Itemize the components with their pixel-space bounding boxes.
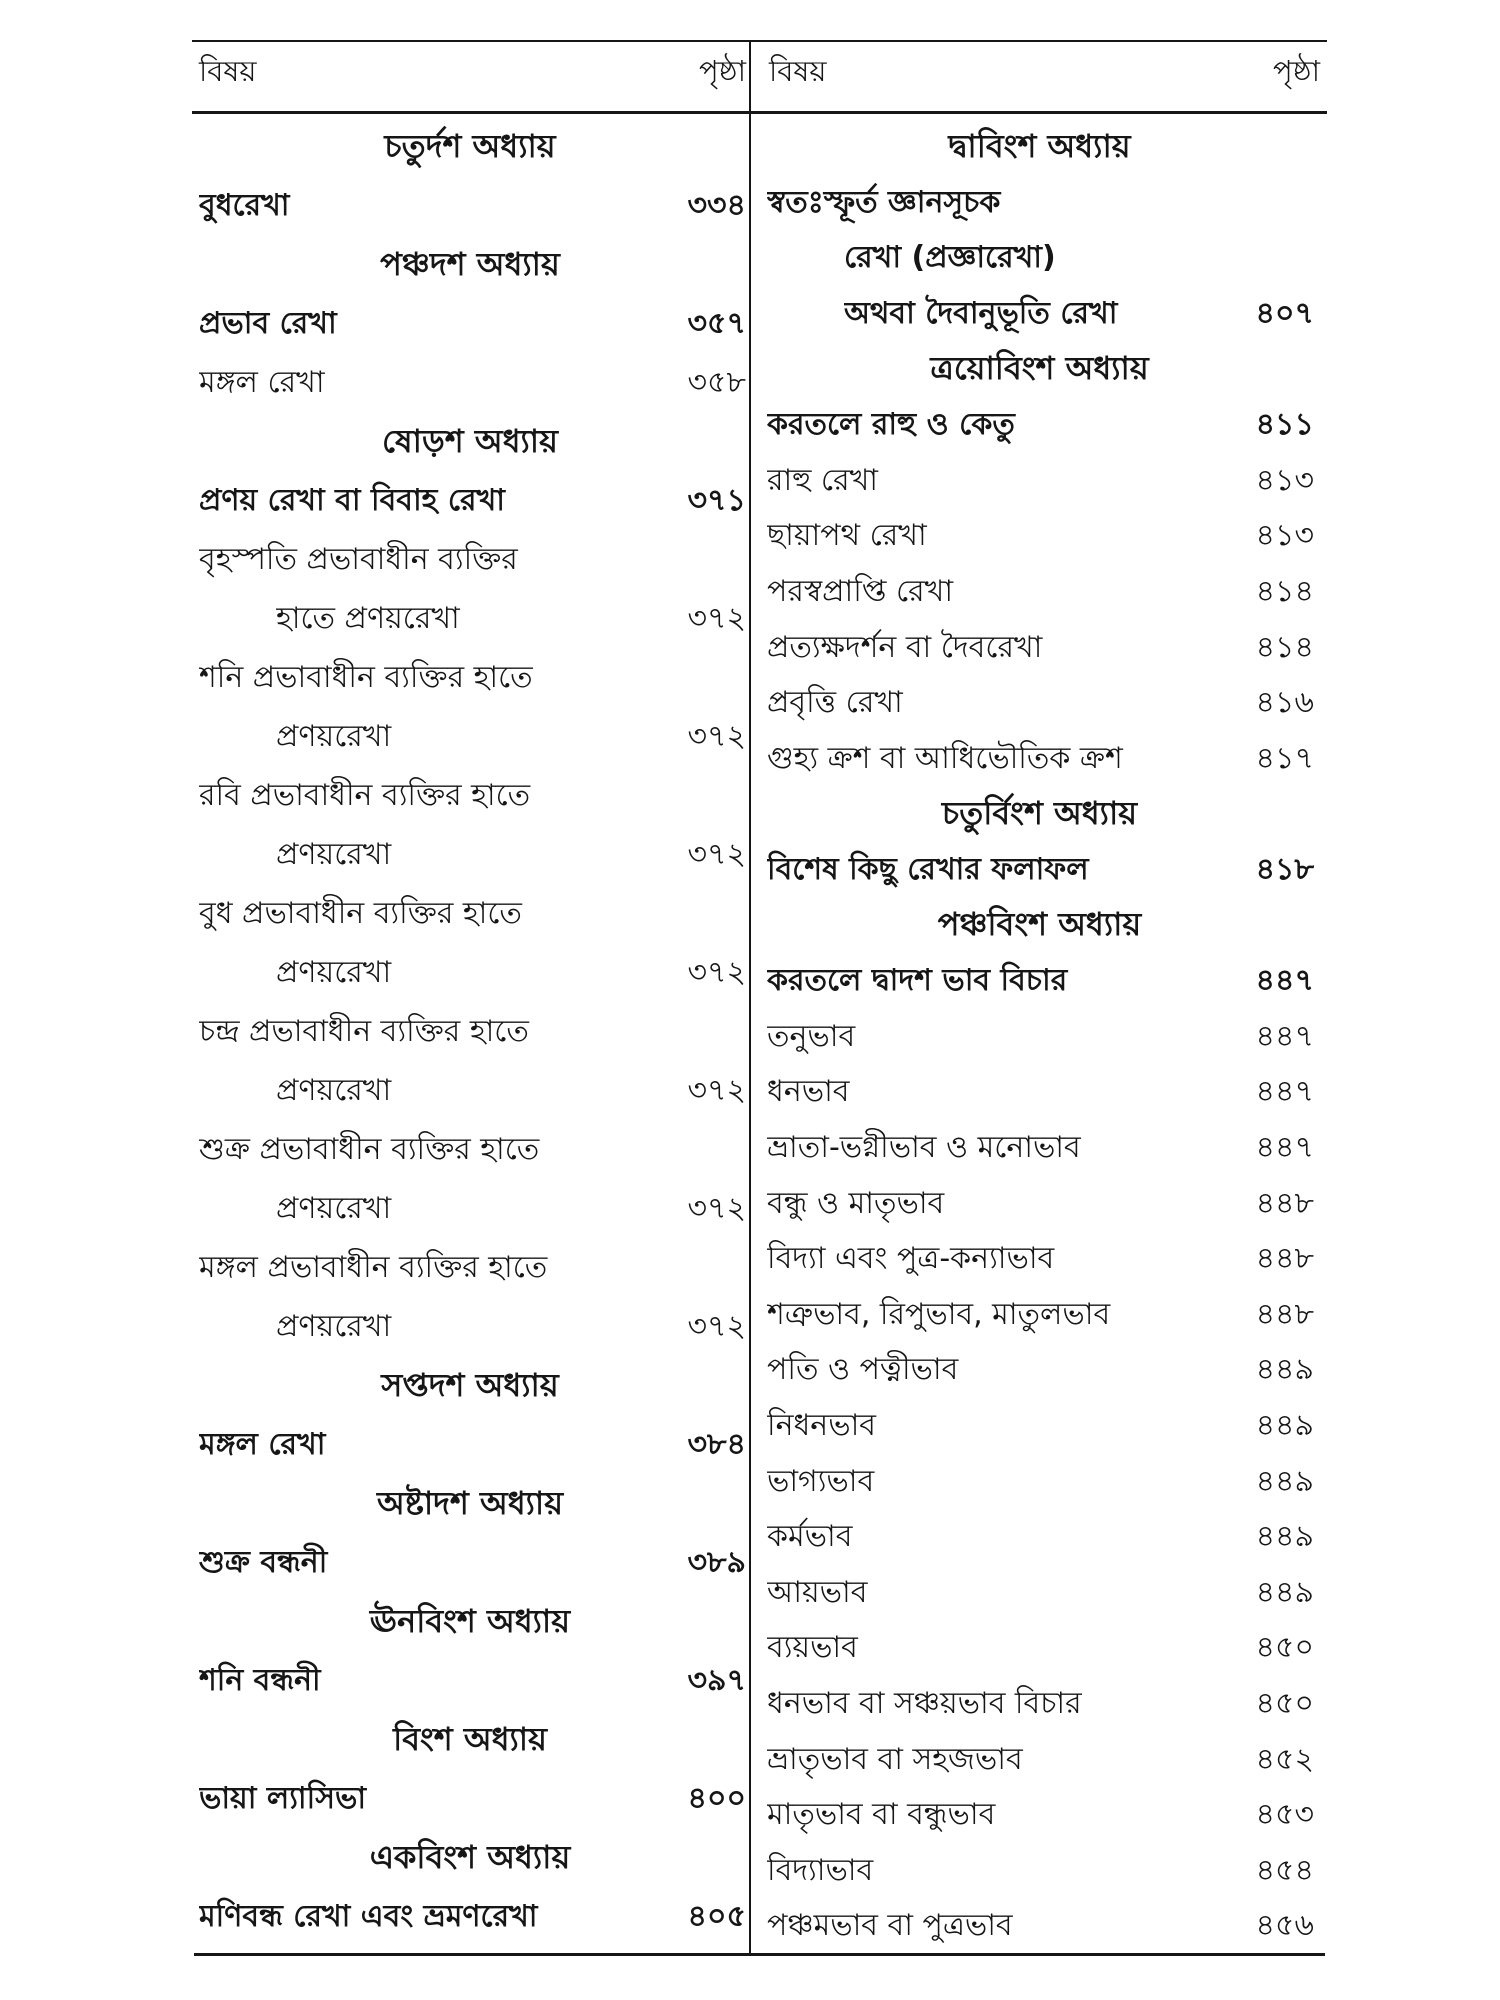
toc-entry (192, 1416, 748, 1475)
toc-entry (192, 1121, 748, 1180)
entry-title: ভায়া ল্যাসিভা (199, 1781, 367, 1816)
toc-entry (192, 354, 748, 413)
page-number: ৪৪৭ (1255, 963, 1314, 999)
entry-title: চন্দ্র প্রভাবাধীন ব্যক্তির হাতে (199, 1014, 529, 1049)
chapter-heading: চতুর্দশ অধ্যায় (384, 126, 556, 165)
entry-title: শনি প্রভাবাধীন ব্যক্তির হাতে (199, 660, 533, 695)
toc-entry (192, 1003, 748, 1062)
entry-title: প্রণয়রেখা (276, 955, 392, 990)
page-number: ৪৫২ (1255, 1741, 1314, 1777)
entry-title: শুক্র প্রভাবাধীন ব্যক্তির হাতে (199, 1132, 540, 1167)
entry-title: ভ্রাতা-ভগ্নীভাব ও মনোভাব (767, 1129, 1081, 1165)
toc-entry (752, 843, 1327, 899)
entry-title: পতি ও পত্নীভাব (767, 1352, 959, 1388)
entry-title: রবি প্রভাবাধীন ব্যক্তির হাতে (199, 778, 531, 813)
page-number: ৩৭২ (687, 1191, 746, 1226)
toc-entry-continuation (752, 231, 1327, 287)
entry-title: ছায়াপথ রেখা (767, 518, 927, 554)
toc-entry (752, 1176, 1327, 1232)
page-number: ৪১৪ (1255, 629, 1314, 665)
toc-entry (752, 732, 1327, 788)
page-number: ৩৩৪ (687, 188, 746, 223)
page-number: ৪১৮ (1255, 852, 1314, 888)
entry-title: প্রবৃত্তি রেখা (767, 685, 903, 721)
page-number: ৩৭২ (687, 955, 746, 990)
toc-entry (752, 1788, 1327, 1844)
chapter-heading: পঞ্চবিংশ অধ্যায় (937, 905, 1142, 944)
entry-title: বৃহস্পতি প্রভাবাধীন ব্যক্তির (199, 542, 518, 577)
page-number: ৪৪৮ (1255, 1185, 1314, 1221)
page-number: ৪৪৯ (1255, 1574, 1314, 1610)
toc-entry-continuation (192, 1298, 748, 1357)
entry-title: মাতৃভাব বা বন্ধুভাব (767, 1797, 996, 1833)
entry-title: বুধ প্রভাবাধীন ব্যক্তির হাতে (199, 896, 522, 931)
toc-entry (752, 1732, 1327, 1788)
entry-title: প্রণয় রেখা বা বিবাহ রেখা (199, 483, 505, 518)
toc-entry-continuation (192, 944, 748, 1003)
entry-title: করতলে রাহু ও কেতু (767, 407, 1015, 443)
toc-entry (752, 1010, 1327, 1066)
chapter-heading: ত্রয়োবিংশ অধ্যায় (930, 349, 1149, 388)
entry-title: বিদ্যা এবং পুত্র-কন্যাভাব (767, 1241, 1055, 1277)
entry-title: প্রত্যক্ষদর্শন বা দৈবরেখা (767, 629, 1043, 665)
entry-title: প্রভাব রেখা (199, 306, 337, 341)
page-number: ৩৭২ (687, 1309, 746, 1344)
toc-entry (752, 1232, 1327, 1288)
page-number: ৪৪৭ (1255, 1018, 1314, 1054)
entry-title: ভাগ্যভাব (767, 1463, 875, 1499)
page-number: ৪০০ (687, 1781, 746, 1816)
toc-entry-continuation (192, 826, 748, 885)
entry-title: প্রণয়রেখা (276, 719, 392, 754)
entry-title: মণিবন্ধ রেখা এবং ভ্রমণরেখা (199, 1899, 538, 1934)
entry-title: ধনভাব (767, 1074, 850, 1110)
toc-entry (752, 176, 1327, 232)
entry-title: আয়ভাব (767, 1574, 868, 1610)
toc-entry (752, 1287, 1327, 1343)
toc-entry (752, 454, 1327, 510)
toc-entry-continuation (192, 590, 748, 649)
header-right-subject: বিষয় (769, 54, 827, 88)
page-number: ৪০৫ (687, 1899, 746, 1934)
page-number: ৪৪৭ (1255, 1074, 1314, 1110)
entry-title: শত্রুভাব, রিপুভাব, মাতুলভাব (767, 1296, 1111, 1332)
entry-title: মঙ্গল প্রভাবাধীন ব্যক্তির হাতে (199, 1250, 548, 1285)
entry-title: পঞ্চমভাব বা পুত্রভাব (767, 1908, 1013, 1944)
page-number: ৪০৭ (1255, 296, 1314, 332)
toc-entry (752, 1399, 1327, 1455)
page-number: ৪৪৯ (1255, 1463, 1314, 1499)
page-number: ৪৪৯ (1255, 1352, 1314, 1388)
entry-title: বিশেষ কিছু রেখার ফলাফল (767, 852, 1089, 888)
page-number: ৩৭১ (687, 483, 746, 518)
entry-title: বিদ্যাভাব (767, 1852, 874, 1888)
toc-entry (192, 1888, 748, 1947)
toc-entry (192, 649, 748, 708)
entry-title: রেখা (প্রজ্ঞারেখা) (844, 240, 1056, 276)
page-number: ৪৫৪ (1255, 1852, 1314, 1888)
toc-entry (192, 472, 748, 531)
page-number: ৪৫৬ (1255, 1908, 1314, 1944)
entry-title: শনি বন্ধনী (199, 1663, 321, 1698)
page-number: ৪৪৮ (1255, 1241, 1314, 1277)
chapter-heading: চতুর্বিংশ অধ্যায় (941, 793, 1138, 832)
page-number: ৩৭২ (687, 1073, 746, 1108)
toc-entry (752, 1565, 1327, 1621)
column-divider (749, 40, 751, 1956)
entry-title: ভ্রাতৃভাব বা সহজভাব (767, 1741, 1023, 1777)
page-number: ৪১১ (1255, 407, 1314, 443)
page-number: ৩৫৮ (687, 365, 746, 400)
chapter-heading: পঞ্চদশ অধ্যায় (380, 244, 560, 283)
page-number: ৪৫০ (1255, 1630, 1314, 1666)
chapter-heading: বিংশ অধ্যায় (393, 1719, 547, 1758)
page-number: ৩৯৭ (687, 1663, 746, 1698)
toc-entry (752, 1454, 1327, 1510)
toc-entry-continuation (192, 708, 748, 767)
toc-entry (752, 676, 1327, 732)
entry-title: ব্যয়ভাব (767, 1630, 858, 1666)
toc-entry (752, 1677, 1327, 1733)
toc-entry (752, 1510, 1327, 1566)
entry-title: রাহু রেখা (767, 462, 878, 498)
toc-entry (192, 531, 748, 590)
entry-title: হাতে প্রণয়রেখা (276, 601, 460, 636)
header-left-subject: বিষয় (199, 54, 257, 88)
chapter-heading: ঊনবিংশ অধ্যায় (369, 1601, 571, 1640)
toc-entry (192, 295, 748, 354)
entry-title: করতলে দ্বাদশ ভাব বিচার (767, 963, 1068, 999)
entry-title: প্রণয়রেখা (276, 1309, 392, 1344)
page-number: ৪১৪ (1255, 574, 1314, 610)
entry-title: শুক্র বন্ধনী (199, 1545, 328, 1580)
chapter-heading: অষ্টাদশ অধ্যায় (376, 1483, 564, 1522)
page-number: ৩৫৭ (687, 306, 746, 341)
toc-entry (752, 1065, 1327, 1121)
header-right-page: পৃষ্ঠা (1273, 54, 1320, 88)
toc-entry-continuation (192, 1062, 748, 1121)
entry-title: স্বতঃস্ফূর্ত জ্ঞানসূচক (767, 184, 1001, 220)
entry-title: বন্ধু ও মাতৃভাব (767, 1185, 945, 1221)
toc-entry (192, 1534, 748, 1593)
page-number: ৪১৩ (1255, 462, 1314, 498)
entry-title: মঙ্গল রেখা (199, 365, 325, 400)
entry-title: মঙ্গল রেখা (199, 1427, 326, 1462)
entry-title: ধনভাব বা সঞ্চয়ভাব বিচার (767, 1685, 1082, 1721)
entry-title: পরস্বপ্রাপ্তি রেখা (767, 574, 954, 610)
page-number: ৪১৩ (1255, 518, 1314, 554)
toc-entry (192, 1239, 748, 1298)
entry-title: প্রণয়রেখা (276, 1191, 392, 1226)
chapter-heading: একবিংশ অধ্যায় (369, 1837, 571, 1876)
page-number: ৪১৬ (1255, 685, 1314, 721)
toc-entry (752, 1843, 1327, 1899)
toc-entry (192, 177, 748, 236)
page-number: ৪৪৯ (1255, 1407, 1314, 1443)
page-number: ৩৮৪ (687, 1427, 746, 1462)
page-number: ৩৮৯ (687, 1545, 746, 1580)
page-number: ৪৪৭ (1255, 1129, 1314, 1165)
page-number: ৪৫৩ (1255, 1797, 1314, 1833)
toc-entry (752, 509, 1327, 565)
toc-entry (752, 1121, 1327, 1177)
entry-title: বুধরেখা (199, 188, 290, 223)
toc-entry (752, 565, 1327, 621)
toc-entry (752, 620, 1327, 676)
toc-right-column (752, 120, 1327, 1955)
page-number: ৪১৭ (1255, 740, 1314, 776)
page-number: ৩৭২ (687, 601, 746, 636)
chapter-heading: দ্বাবিংশ অধ্যায় (948, 126, 1131, 165)
toc-entry-continuation (192, 1180, 748, 1239)
chapter-heading: ষোড়শ অধ্যায় (382, 421, 558, 460)
entry-title: নিধনভাব (767, 1407, 876, 1443)
top-rule (192, 40, 1327, 42)
toc-entry (752, 1343, 1327, 1399)
header-left-page: পৃষ্ঠা (699, 54, 746, 88)
toc-entry (752, 954, 1327, 1010)
page-number: ৪৪৮ (1255, 1296, 1314, 1332)
page-number: ৩৭২ (687, 719, 746, 754)
chapter-heading: সপ্তদশ অধ্যায় (381, 1365, 559, 1404)
entry-title: কর্মভাব (767, 1519, 853, 1555)
page-number: ৪৪৯ (1255, 1519, 1314, 1555)
toc-entry-continuation (752, 287, 1327, 343)
toc-entry (192, 767, 748, 826)
page-number: ৩৭২ (687, 837, 746, 872)
toc-entry (192, 885, 748, 944)
toc-entry (752, 1621, 1327, 1677)
toc-entry (192, 1652, 748, 1711)
entry-title: প্রণয়রেখা (276, 837, 392, 872)
page-number: ৪৫০ (1255, 1685, 1314, 1721)
header-rule (192, 111, 1327, 114)
toc-entry (752, 398, 1327, 454)
entry-title: প্রণয়রেখা (276, 1073, 392, 1108)
entry-title: গুহ্য ক্রশ বা আধিভৌতিক ক্রশ (767, 740, 1123, 776)
entry-title: তনুভাব (767, 1018, 856, 1054)
toc-left-column (192, 118, 748, 1947)
toc-entry (752, 1899, 1327, 1955)
toc-entry (192, 1770, 748, 1829)
entry-title: অথবা দৈবানুভূতি রেখা (844, 296, 1118, 332)
